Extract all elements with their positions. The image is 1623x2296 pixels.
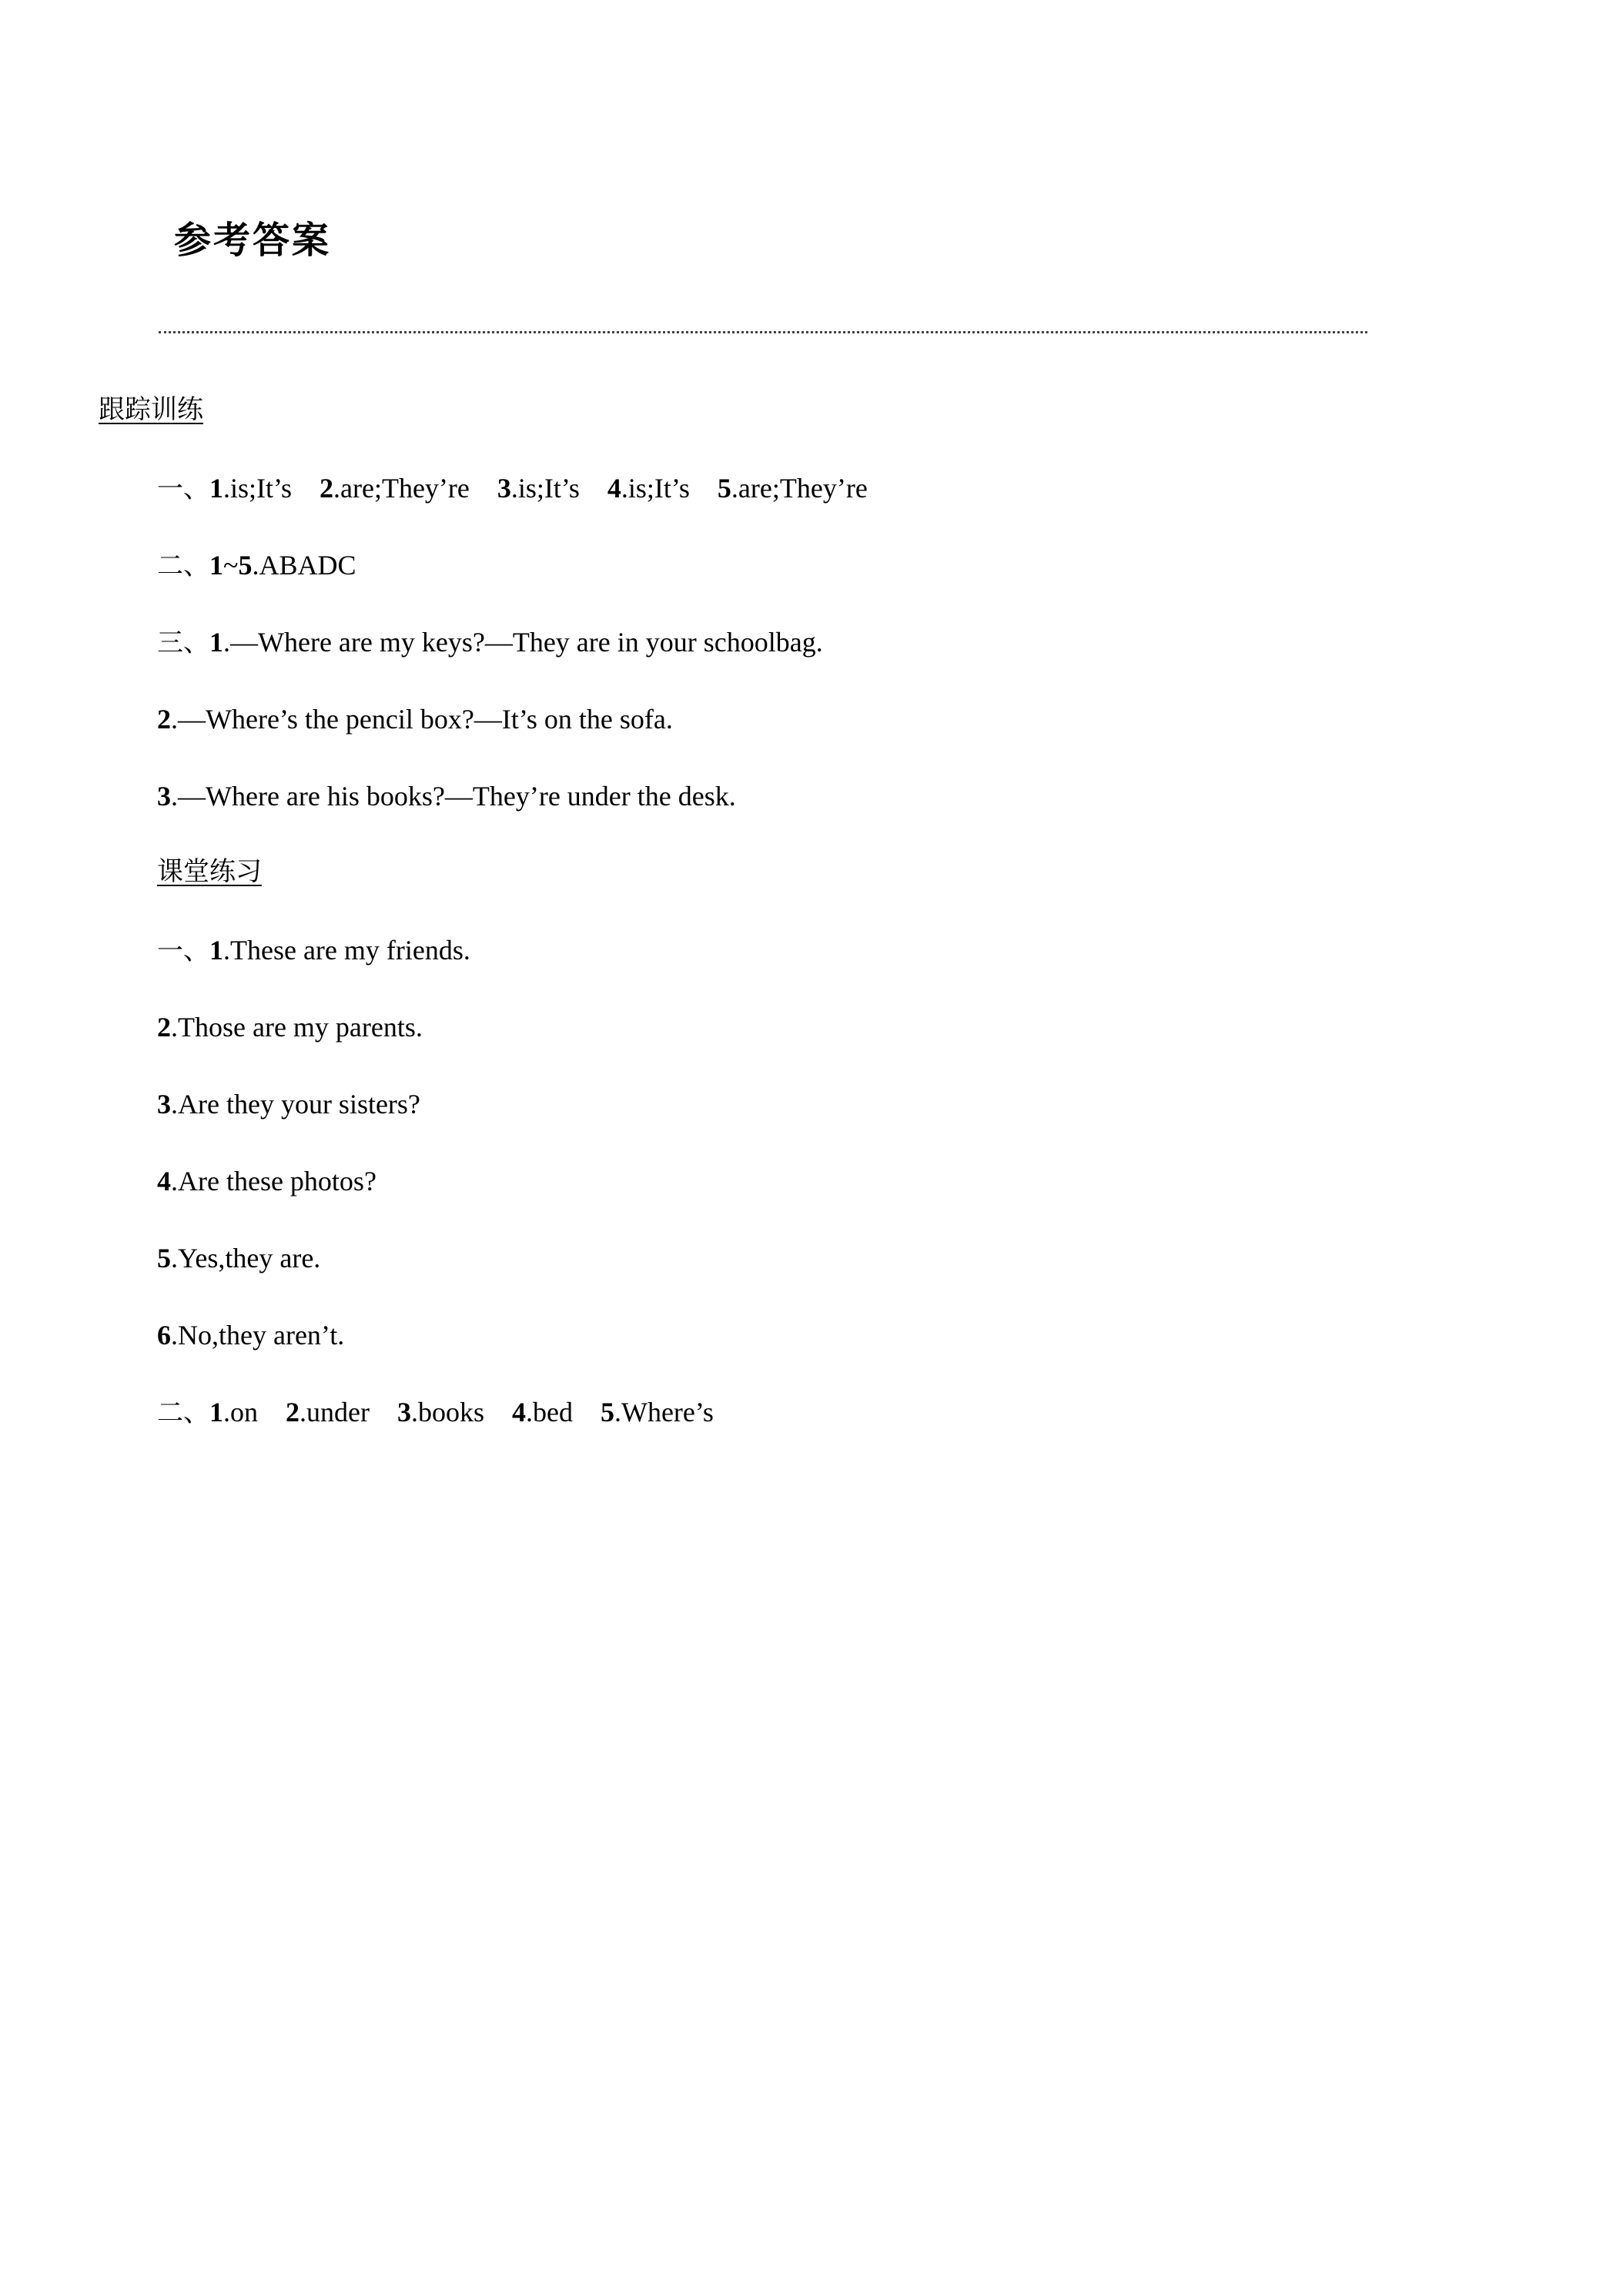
question-prefix: 一、 xyxy=(157,474,209,504)
answer-text: .—Where’s the pencil box?—It’s on the sofa. xyxy=(171,704,673,735)
answer-line-s2-q1-3 xyxy=(157,1087,420,1121)
answer-line-s2-q2 xyxy=(157,1395,714,1430)
answer-text: .—Where are his books?—They’re under the desk. xyxy=(171,781,736,812)
answer-number: 6 xyxy=(157,1320,171,1350)
answer-text: .Are these photos? xyxy=(171,1166,376,1197)
answer-line-s2-q1-6 xyxy=(157,1318,344,1352)
answer-line-s1-q1 xyxy=(157,471,868,506)
answer-text: .is;It’s xyxy=(510,473,580,504)
answer-number: 4 xyxy=(511,1397,526,1427)
answer-item xyxy=(718,471,868,505)
question-prefix: 一、 xyxy=(157,935,209,966)
answer-text: .on xyxy=(223,1397,258,1427)
answer-text: .are;They’re xyxy=(333,473,470,504)
answer-number: 3 xyxy=(157,781,171,812)
answer-text: .These are my friends. xyxy=(223,935,470,966)
answer-text: .is;It’s xyxy=(621,473,690,504)
answer-item xyxy=(320,471,470,505)
question-prefix: 二、 xyxy=(157,551,209,581)
answer-item xyxy=(512,1395,573,1429)
answer-number: 2 xyxy=(320,473,334,504)
answer-number: 2 xyxy=(286,1397,300,1427)
answer-text: .Yes,they are. xyxy=(171,1243,321,1274)
answer-number: 1 xyxy=(209,1397,223,1427)
answer-line-s2-q1-4 xyxy=(157,1164,376,1198)
answer-number: 2 xyxy=(157,704,171,735)
answer-text: .are;They’re xyxy=(731,473,868,504)
answer-item xyxy=(209,471,292,505)
answer-line-s1-q3-3 xyxy=(157,779,736,813)
answer-text: .No,they aren’t. xyxy=(171,1320,345,1350)
answer-item xyxy=(286,1395,370,1429)
answer-text: .is;It’s xyxy=(223,473,293,504)
answer-number: 5 xyxy=(717,473,731,504)
question-prefix: 三、 xyxy=(157,628,209,658)
answer-number: 5 xyxy=(600,1397,614,1427)
answer-item xyxy=(209,1395,258,1429)
range-separator: ~ xyxy=(223,550,239,581)
answer-number: 1 xyxy=(209,935,223,966)
answer-line-s2-q1-1 xyxy=(157,933,470,968)
answer-text: .ABADC xyxy=(252,550,356,581)
answer-line-s1-q3-2 xyxy=(157,702,673,736)
question-prefix: 二、 xyxy=(157,1397,209,1428)
answer-text: .Are they your sisters? xyxy=(171,1089,420,1120)
answer-text: .bed xyxy=(525,1397,573,1427)
answer-line-s2-q1-2 xyxy=(157,1010,423,1044)
answer-text: .Where’s xyxy=(614,1397,714,1427)
answer-text: .Those are my parents. xyxy=(171,1012,423,1043)
section-heading-class-practice: 课堂练习 xyxy=(157,856,262,887)
answer-item xyxy=(607,471,690,505)
answer-item xyxy=(601,1395,714,1429)
answer-number: 4 xyxy=(607,473,621,504)
page-title: 参考答案 xyxy=(174,219,332,262)
answer-number: 5 xyxy=(157,1243,171,1274)
dotted-divider xyxy=(159,331,1367,333)
answer-number: 4 xyxy=(157,1166,171,1197)
answer-text: .under xyxy=(300,1397,370,1427)
answer-item xyxy=(497,471,580,505)
answer-line-s2-q1-5 xyxy=(157,1241,320,1275)
answer-number: 1 xyxy=(209,550,223,581)
answer-item xyxy=(397,1395,484,1429)
answer-number: 2 xyxy=(157,1012,171,1043)
answer-number: 1 xyxy=(209,627,223,658)
answer-number: 1 xyxy=(209,473,223,504)
answer-number: 3 xyxy=(497,473,511,504)
answer-number: 3 xyxy=(397,1397,411,1427)
answer-number: 5 xyxy=(238,550,253,581)
answer-number: 3 xyxy=(157,1089,171,1120)
answer-line-s1-q3-1 xyxy=(157,625,823,660)
answer-text: .—Where are my keys?—They are in your schoolbag. xyxy=(223,627,823,658)
answer-text: .books xyxy=(410,1397,484,1427)
answer-line-s1-q2 xyxy=(157,548,356,583)
section-heading-tracking-practice: 跟踪训练 xyxy=(99,394,203,425)
